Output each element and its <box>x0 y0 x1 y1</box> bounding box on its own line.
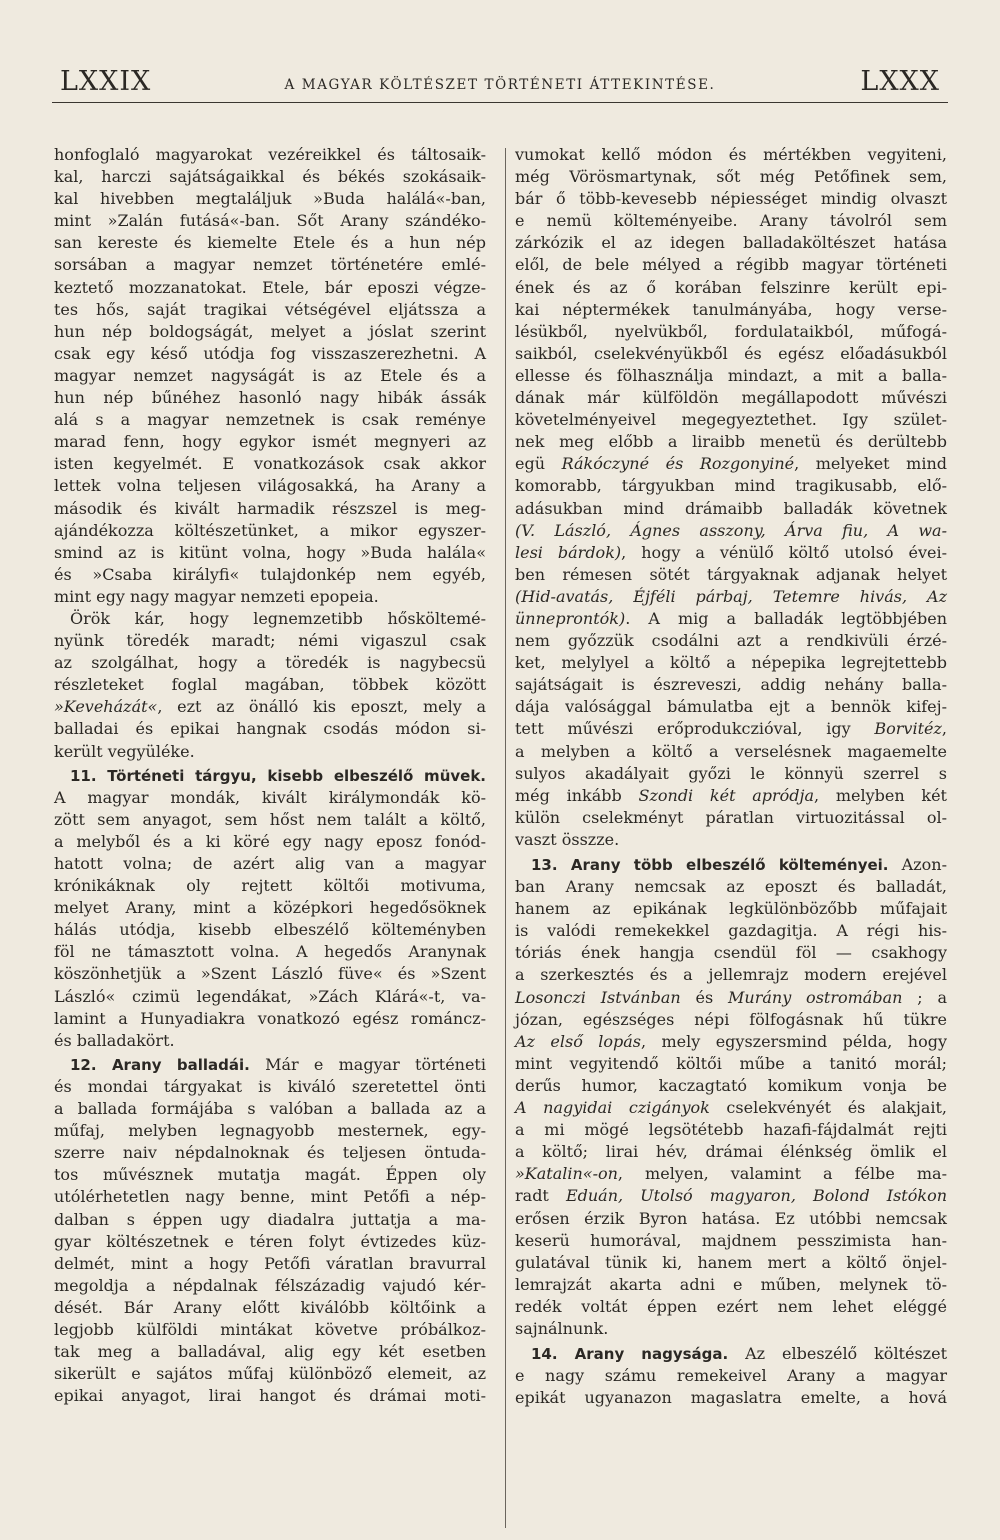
text-run: . A mig a balladák legtöbbjében <box>625 608 947 628</box>
text-line: ének és az ő korában felszinre került epi- <box>515 277 947 297</box>
italic-title: Rákóczyné <box>561 454 650 474</box>
text-line: erősen érzik Byron hatása. Ez utóbbi nemcsak <box>515 1208 947 1228</box>
text-line: vumokat kellő módon és mértékben vegyiteni, <box>515 145 947 164</box>
text-line <box>515 586 947 608</box>
section-heading: 13. Arany több elbeszélő költeményei. <box>531 856 889 874</box>
text-line <box>515 542 947 564</box>
text-line: epikai anyagot, lirai hangot és drámai moti- <box>54 1386 486 1406</box>
text-line: alá s a magyar nemzetnek is csak reménye <box>54 410 486 430</box>
text-line: a melyből és a ki köré egy nagy eposz fonód- <box>54 831 486 851</box>
text-run: Azon- <box>888 855 948 874</box>
text-line: honfoglaló magyarokat vezéreikkel és táltosaik- <box>54 145 486 164</box>
text-line <box>54 1054 486 1076</box>
text-line: sikerült e sajátos műfaj különböző elemeit, az <box>54 1364 486 1384</box>
text-line <box>515 453 947 475</box>
text-line <box>515 854 947 876</box>
text-line: nyünk töredék maradt; némi vigaszul csak <box>54 631 486 651</box>
text-line: gyar költészetnek e téren folyt évtizedes küz- <box>54 1231 486 1251</box>
text-run: , <box>941 719 947 739</box>
text-line: kal hivebben megtaláljuk »Buda halálá«-ban, <box>54 189 486 209</box>
text-line: sajátságait is észreveszi, addig nehány balla- <box>515 675 947 695</box>
text-line: szerre naiv népdalnoknak és teljesen öntuda- <box>54 1143 486 1163</box>
section-14 <box>515 1343 947 1409</box>
italic-word: és <box>665 454 684 474</box>
paragraph-balladak <box>515 144 947 851</box>
text-line <box>515 520 947 542</box>
text-line <box>54 696 486 718</box>
section-13 <box>515 854 947 1340</box>
italic-title: Szondi két apródja <box>638 785 815 805</box>
text-line: keztető mozzanatokat. Etele, bár eposzi végze- <box>54 277 486 297</box>
text-line: gulatával tünik ki, hanem mert a költő önjel- <box>515 1252 947 1272</box>
text-line: adásukban mind drámaibb balladák követnek <box>515 498 947 518</box>
text-line: krónikáknak oly rejtett költői motivuma, <box>54 876 486 896</box>
section-heading: 12. Arany balladái. <box>70 1055 250 1074</box>
italic-title: »Keveházát« <box>54 697 158 717</box>
text-line: a költő; lirai hév, drámai élénkség ömlik el <box>515 1142 947 1162</box>
text-line: magyar nemzet nagyságát is az Etele és a <box>54 365 486 385</box>
text-line <box>515 1097 947 1119</box>
text-line: lemrajzát akarta adni e műben, melynek tö- <box>515 1274 947 1294</box>
italic-title: (V. László, Ágnes asszony, Árva fiu, A wa- <box>515 520 947 540</box>
text-line: követelményeivel megegyeztethet. Igy szület- <box>515 410 947 430</box>
text-line: bár ő több-kevesebb népiességet mindig olvaszt <box>515 189 947 209</box>
text-line: dának már külföldön megállapodott művészi <box>515 388 947 408</box>
text-line: isten kegyelmét. E vonatkozások csak akkor <box>54 454 486 474</box>
text-run: Már e magyar történeti <box>249 1054 486 1074</box>
text-line: a mi mögé legsötétebb hazafi-fájdalmát rejti <box>515 1120 947 1140</box>
text-line: a szerkesztés és a jellemrajz modern erejével <box>515 965 947 985</box>
text-run: ; a <box>902 987 948 1007</box>
text-line: kai néptermékek tanulmányába, hogy verse- <box>515 299 947 319</box>
page-header <box>60 66 940 106</box>
text-line: melyet Arany, mint a középkori hegedősöknek <box>54 898 486 918</box>
italic-title: Eduán, Utolsó magyaron, Bolond Istókon <box>565 1186 947 1206</box>
text-line: utólérhetetlen nagy benne, mint Petőfi a nép- <box>54 1187 486 1207</box>
text-line: hatott volna; de azért alig van a magyar <box>54 854 486 873</box>
text-line: dését. Bár Arany előtt kiválóbb költőink a <box>54 1297 486 1317</box>
text-line: nem győzzük csodálni azt a rendkivüli érzé- <box>515 631 947 651</box>
text-line: László« czimü legendákat, »Zách Klárá«-t, va- <box>54 986 486 1006</box>
text-line: lettek volna teljesen világosakká, ha Arany a <box>54 476 486 496</box>
text-line: részleteket foglal magában, többek között <box>54 675 486 695</box>
text-line: az szolgálhat, hogy a töredék is nagybecsü <box>54 653 486 673</box>
text-line: epikát ugyanazon magaslatra emelte, a hová <box>515 1388 947 1408</box>
text-line: delmét, mint a hogy Petőfi váratlan bravurral <box>54 1253 486 1273</box>
text-line: elől, de bele mélyed a régibb magyar történeti <box>515 255 947 275</box>
text-line: és balladakört. <box>54 1030 175 1050</box>
text-line: sulyos akadályait győzi le könnyü szerrel s <box>515 763 947 783</box>
paragraph-torredek <box>54 608 486 763</box>
text-line: zárkózik el az idegen balladaköltészet hatása <box>515 233 947 253</box>
text-line: hálás utódja, kisebb elbeszélő költeményben <box>54 920 486 940</box>
text-line: e nagy számu remekeivel Arany a magyar <box>515 1366 947 1386</box>
text-line: e nemü költeményeibe. Arany távolról sem <box>515 211 947 231</box>
text-line: smind az is kitünt volna, hogy »Buda halála« <box>54 542 486 562</box>
section-heading: 11. Történeti tárgyu, kisebb elbeszélő müvek. <box>70 766 486 785</box>
text-line <box>515 1185 947 1207</box>
text-run: Az elbeszélő költészet <box>728 1344 947 1364</box>
text-line: sajnálnunk. <box>515 1318 609 1338</box>
text-line: köszönhetjük a »Szent László füve« és »Szent <box>54 964 486 984</box>
text-run: tett művészi erőprodukczióval, igy <box>515 719 875 739</box>
text-line <box>515 785 947 807</box>
folio-left: LXXIX <box>60 66 152 97</box>
text-line: ajándékozza költészetünket, a mikor egyszer- <box>54 520 486 540</box>
text-line: józan, egészséges népi fölfogásnak hű tükre <box>515 1009 947 1029</box>
italic-title: Rozgonyiné <box>699 454 795 474</box>
left-column <box>54 144 486 1407</box>
text-line: mint egy nagy magyar nemzeti epopeia. <box>54 586 379 606</box>
text-line: tóriás ének hangja csendül föl — csakhogy <box>515 943 947 963</box>
text-run: , melyen, valamint a félbe ma- <box>617 1164 947 1184</box>
text-line: második és kivált harmadik részszel is meg- <box>54 498 486 518</box>
text-line <box>515 718 947 740</box>
text-run: , melyeket mind <box>794 454 947 474</box>
text-line: hun nép boldogságát, melyet a jóslat szerint <box>54 321 486 341</box>
text-line: lésükből, nyelvükből, fordulataikból, műfogá- <box>515 321 947 341</box>
text-line: mint vegyitendő költői műbe a tanitó morál; <box>515 1053 947 1073</box>
text-line: zött sem anyagot, sem hőst nem talált a költő, <box>54 809 486 829</box>
text-run: és <box>680 987 729 1007</box>
text-line: redék voltát éppen ezért nem lehet eléggé <box>515 1296 947 1316</box>
folio-right: LXXX <box>860 66 940 97</box>
text-line: a ballada formájába s valóban a ballada az a <box>54 1099 486 1119</box>
text-line: lamint a Hunyadiakra vonatkozó egész románcz- <box>54 1008 486 1028</box>
section-11 <box>54 765 486 1052</box>
text-line: marad fenn, hogy egykor ismét megnyeri az <box>54 432 486 452</box>
text-run <box>649 454 666 473</box>
header-rule <box>52 102 948 103</box>
italic-title: ünneprontók) <box>515 608 626 628</box>
text-line: is valódi remekekkel gazdagitja. A régi his- <box>515 921 947 941</box>
text-line: föl ne támasztott volna. A hegedős Aranynak <box>54 942 486 962</box>
text-line: csak egy késő utódja fog visszaszerezhetni. A <box>54 343 486 363</box>
text-line: ben rémesen sötét tárgyaknak adjanak helyet <box>515 564 947 584</box>
text-line: keserü humorával, majdnem pesszimista han- <box>515 1230 947 1250</box>
text-line: dalban s éppen ugy diadalra juttatja a ma- <box>54 1209 486 1229</box>
text-run: egü <box>515 454 562 474</box>
text-line: derűs humor, kaczagtató komikum vonja be <box>515 1075 947 1095</box>
italic-title: Az első lopás <box>515 1031 641 1051</box>
paragraph-buda <box>54 144 486 608</box>
text-run: , hogy a vénülő költő utolsó évei- <box>621 542 948 562</box>
text-run: radt <box>515 1186 566 1206</box>
text-line: Örök kár, hogy legnemzetibb hősköltemé- <box>70 608 486 628</box>
text-line: külön cselekményt páratlan virtuozitással ol- <box>515 807 947 827</box>
text-line: került vegyüléke. <box>54 741 195 761</box>
text-line <box>515 1343 947 1365</box>
text-line: tes hős, saját tragikai vétségével eljátssza a <box>54 299 486 319</box>
column-divider <box>505 148 506 1528</box>
italic-title: »Katalin«-on <box>515 1164 618 1184</box>
text-run: , mely egyszersmind példa, hogy <box>640 1031 947 1051</box>
text-line: nek meg előbb a liraibb menetü és derültebb <box>515 432 947 452</box>
section-12 <box>54 1054 486 1408</box>
text-line: vaszt összze. <box>515 829 620 849</box>
text-line: ket, melylyel a költő a népepika legrejtettebb <box>515 653 947 673</box>
text-line: ban Arany nemcsak az eposzt és balladát, <box>515 877 947 897</box>
text-line: balladai és epikai hangnak csodás módon si- <box>54 719 486 739</box>
text-line: komorabb, tárgyukban mind tragikusabb, elő- <box>515 476 947 496</box>
text-line: és mondai tárgyakat is kiváló szeretettel önti <box>54 1076 486 1096</box>
italic-title: Borvitéz <box>874 719 942 739</box>
text-line: legjobb külföldi mintákat követve próbálkoz- <box>54 1319 486 1339</box>
text-line: dája valósággal bámulatba ejt a bennök kifej- <box>515 697 947 717</box>
text-line: sorsában a magyar nemzet történetére emlé- <box>54 255 486 275</box>
italic-title: lesi bárdok) <box>515 542 622 562</box>
text-line: hun nép bűnéhez hasonló nagy hibák ássák <box>54 388 486 408</box>
italic-title: Losonczi Istvánban <box>515 987 681 1007</box>
italic-title: A nagyidai czigányok <box>515 1098 710 1118</box>
text-line: műfaj, melyben legnagyobb mesternek, egy- <box>54 1121 486 1141</box>
text-line: A magyar mondák, kivált királymondák kö- <box>54 787 486 807</box>
text-line <box>54 765 486 787</box>
section-heading: 14. Arany nagysága. <box>531 1345 729 1364</box>
text-line: mint »Zalán futásá«-ban. Sőt Arany szándéko- <box>54 211 486 231</box>
text-line: még Vörösmartynak, sőt még Petőfinek sem, <box>515 167 947 187</box>
text-line: a melyben a költő a verselésnek magaemelte <box>515 741 947 761</box>
text-line <box>515 608 947 630</box>
text-line: megoldja a népdalnak félszázadig vajudó kér- <box>54 1275 486 1295</box>
right-column <box>515 144 947 1409</box>
text-line <box>515 1031 947 1053</box>
text-run: cselekvényét és alakjait, <box>709 1098 947 1118</box>
text-line: kal, harczi sajátságaikkal és békés szokásaik- <box>54 167 486 187</box>
text-run: még inkább <box>515 785 639 805</box>
text-line: ellesse és fölhasználja mindazt, a mit a balla- <box>515 365 947 385</box>
italic-title: Murány ostromában <box>728 987 903 1007</box>
text-run: , ezt az önálló kis eposzt, mely a <box>157 697 486 717</box>
text-line: és »Csaba királyfi« tulajdonkép nem egyéb, <box>54 564 486 584</box>
text-run <box>683 454 700 473</box>
text-line: saikból, cselekvényükből és egész előadásukból <box>515 343 947 363</box>
text-line: tos művésznek mutatja magát. Éppen oly <box>54 1165 486 1185</box>
text-line <box>515 987 947 1009</box>
text-run: , melyben két <box>814 785 947 805</box>
text-line: hanem az epikának legkülönbözőbb műfajait <box>515 899 947 919</box>
text-line: tak meg a balladával, alig egy két esetben <box>54 1342 486 1362</box>
italic-title: (Hid-avatás, Éjféli párbaj, Tetemre hivás, Az <box>515 586 947 606</box>
text-line <box>515 1163 947 1185</box>
running-title: A MAGYAR KÖLTÉSZET TÖRTÉNETI ÁTTEKINTÉSE. <box>284 77 716 93</box>
text-line: san kereste és kiemelte Etele és a hun nép <box>54 233 486 253</box>
